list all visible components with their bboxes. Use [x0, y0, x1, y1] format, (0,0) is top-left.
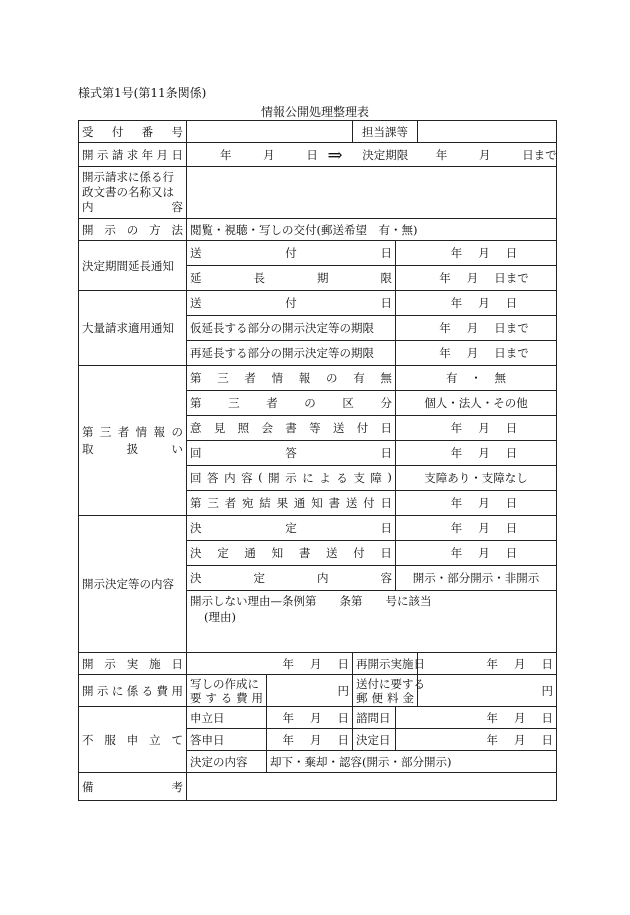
section-in-charge-label: 担当課等	[353, 121, 418, 143]
decision-notice-label: 決 定 通 知 書 送 付 日	[187, 541, 396, 566]
remaining-deadline-label: 再延長する部分の開示決定等の期限	[187, 341, 396, 366]
sent-date-label: 送 付 日	[187, 241, 396, 266]
postage-label-line2: 郵 便 料 金	[356, 690, 415, 705]
reason-label: (理由)	[204, 610, 236, 624]
partial-deadline-label: 仮延長する部分の開示決定等の期限	[187, 316, 396, 341]
partial-deadline-field[interactable]: 年 月 日まで	[396, 316, 557, 341]
consult-date-field[interactable]: 年 月 日	[396, 707, 557, 729]
day-unit: 日	[306, 147, 318, 162]
re-implementation-field[interactable]: 年 月 日	[418, 653, 557, 675]
reply-date-label: 回 答 日	[187, 441, 396, 466]
bulk-sent-row	[79, 291, 557, 316]
decision-content-label: 開示決定等の内容	[79, 516, 187, 653]
nondisclosure-reason-field[interactable]	[187, 591, 557, 653]
copy-cost-label-line2: 要 す る 費 用	[190, 690, 263, 705]
section-in-charge-field[interactable]	[418, 121, 557, 143]
decision-date-row	[79, 516, 557, 541]
opinion-sent-label: 意 見 照 会 書 等 送 付 日	[187, 416, 396, 441]
consult-date-label: 諮問日	[353, 707, 396, 729]
document-name-label	[79, 167, 187, 219]
extension-notice-label: 決定期間延長通知	[79, 241, 187, 291]
disclosure-method-value[interactable]: 閲覧・視聴・写しの交付(郵送希望 有・無)	[187, 219, 557, 241]
report-date-label: 答申日	[187, 729, 267, 751]
remarks-field[interactable]	[187, 773, 557, 801]
appeal-decision-date-field[interactable]: 年 月 日	[396, 729, 557, 751]
day-until-unit: 日まで	[522, 147, 557, 162]
third-party-exists-row	[79, 366, 557, 391]
document-name-label-line1: 開示請求に係る行	[82, 170, 174, 184]
extension-sent-row	[79, 241, 557, 266]
document-title: 情報公開処理整理表	[260, 105, 369, 119]
remaining-deadline-field[interactable]: 年 月 日まで	[396, 341, 557, 366]
decision-date-field[interactable]: 年 月 日	[396, 516, 557, 541]
receipt-number-field[interactable]	[187, 121, 353, 143]
request-date-row	[79, 143, 557, 167]
reply-date-field[interactable]: 年 月 日	[396, 441, 557, 466]
appeal-decision-content-label: 決定の内容	[187, 751, 267, 773]
appeal-date-field[interactable]: 年 月 日	[267, 707, 353, 729]
report-date-field[interactable]: 年 月 日	[267, 729, 353, 751]
disclosure-method-row	[79, 219, 557, 241]
third-party-class-value[interactable]: 個人・法人・その他	[396, 391, 557, 416]
third-party-exists-label: 第 三 者 情 報 の 有 無	[187, 366, 396, 391]
third-party-exists-value[interactable]: 有 ・ 無	[396, 366, 557, 391]
document-name-label-line3: 内 容	[82, 200, 183, 214]
copy-cost-field[interactable]	[267, 675, 353, 707]
extension-sent-date-field[interactable]: 年 月 日	[396, 241, 557, 266]
form-number-label: 様式第1号(第11条関係)	[78, 86, 207, 100]
appeal-row-1	[79, 707, 557, 729]
appeal-label: 不 服 申 立 て	[79, 707, 187, 773]
year-unit: 年	[220, 147, 232, 162]
extension-period-label: 延 長 期 限	[187, 266, 396, 291]
year-unit: 年	[435, 147, 448, 162]
yen-unit: 円	[337, 683, 350, 698]
receipt-row	[79, 121, 557, 143]
third-party-label: 第 三 者 情 報 の 取 扱 い	[79, 366, 187, 516]
yen-unit: 円	[541, 683, 554, 698]
re-implementation-label: 再開示実施日	[353, 653, 418, 675]
decision-notice-field[interactable]: 年 月 日	[396, 541, 557, 566]
copy-cost-label-line1: 写しの作成に	[190, 676, 259, 691]
appeal-date-label: 申立日	[187, 707, 267, 729]
implementation-date-field[interactable]: 年 月 日	[187, 653, 353, 675]
postage-label	[353, 675, 426, 707]
appeal-decision-date-label: 決定日	[353, 729, 396, 751]
reply-content-label: 回 答 内 容 ( 開 示 に よ る 支 障 )	[187, 466, 396, 491]
postage-label-line1: 送付に要する	[356, 676, 426, 691]
decision-date-label: 決 定 日	[187, 516, 396, 541]
reply-content-value[interactable]: 支障あり・支障なし	[396, 466, 557, 491]
document-name-field[interactable]	[187, 167, 557, 219]
bulk-sent-date-field[interactable]: 年 月 日	[396, 291, 557, 316]
copy-cost-label	[187, 675, 267, 707]
result-notice-field[interactable]: 年 月 日	[396, 491, 557, 516]
decision-detail-value[interactable]: 開示・部分開示・非開示	[396, 566, 557, 591]
appeal-decision-value[interactable]: 却下・棄却・認容(開示・部分開示)	[267, 751, 557, 773]
third-party-class-label: 第 三 者 の 区 分	[187, 391, 396, 416]
fees-row	[79, 675, 557, 707]
postage-field[interactable]	[418, 675, 557, 707]
decision-detail-label: 決 定 内 容	[187, 566, 396, 591]
remarks-row	[79, 773, 557, 801]
receipt-number-label: 受 付 番 号	[79, 121, 187, 143]
fees-label: 開 示 に 係 る 費 用	[79, 675, 187, 707]
month-unit: 月	[479, 147, 491, 162]
month-unit: 月	[263, 147, 275, 162]
nondisclosure-reason-text: 開示しない理由—条例第 条第 号に該当	[190, 594, 432, 608]
result-notice-label: 第 三 者 宛 結 果 通 知 書 送 付 日	[187, 491, 396, 516]
implementation-row	[79, 653, 557, 675]
implementation-date-label: 開 示 実 施 日	[79, 653, 187, 675]
document-name-label-line2: 政文書の名称又は	[82, 185, 174, 199]
request-date-label: 開 示 請 求 年 月 日	[79, 143, 187, 167]
request-date-field[interactable]	[187, 143, 557, 167]
processing-record-table	[78, 120, 557, 801]
remarks-label: 備 考	[79, 773, 187, 801]
document-name-row	[79, 167, 557, 219]
arrow-icon: ⇒	[327, 144, 343, 166]
disclosure-method-label: 開 示 の 方 法	[79, 219, 187, 241]
bulk-sent-date-label: 送 付 日	[187, 291, 396, 316]
opinion-sent-field[interactable]: 年 月 日	[396, 416, 557, 441]
bulk-notice-label: 大量請求適用通知	[79, 291, 187, 366]
extension-period-field[interactable]: 年 月 日まで	[396, 266, 557, 291]
decision-deadline-label: 決定期限	[362, 147, 409, 162]
